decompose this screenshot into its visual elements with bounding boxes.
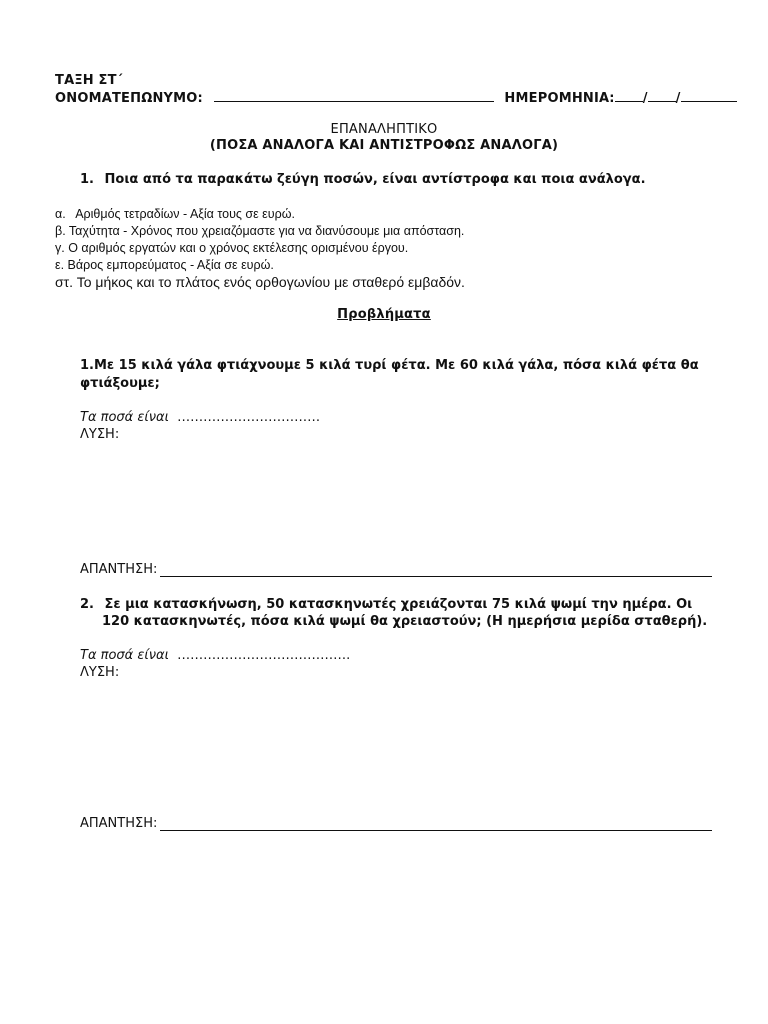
option-text: Αριθμός τετραδίων - Αξία τους σε ευρώ. <box>75 207 295 221</box>
option-text: Το μήκος και το πλάτος ενός ορθογωνίου με σταθερό εμβαδόν. <box>76 274 465 290</box>
problem-2-solution-label: ΛΥΣΗ: <box>80 665 120 680</box>
option-letter: στ. <box>55 274 74 290</box>
date-separator: / <box>675 91 681 106</box>
option-letter: α. <box>55 207 66 221</box>
option-text: Ταχύτητα - Χρόνος που χρειαζόμαστε για να διανύσουμε μια απόσταση. <box>68 224 465 238</box>
problem-2-quantities <box>80 648 350 663</box>
problem-2-text-line1 <box>80 597 692 612</box>
problem-2-number: 2. <box>80 597 94 612</box>
problem-1-text-line2: φτιάξουμε; <box>80 376 160 391</box>
option-c <box>55 241 408 255</box>
question-1 <box>80 172 646 187</box>
option-b <box>55 224 464 238</box>
class-label: ΤΑΞΗ ΣΤ΄ <box>55 73 123 88</box>
problem-1-answer-line[interactable] <box>160 576 712 577</box>
option-letter: β. <box>55 224 66 238</box>
option-e <box>55 258 274 272</box>
quantities-label: Τα ποσά είναι <box>80 410 170 425</box>
question-1-number: 1. <box>80 172 94 187</box>
date-year-blank[interactable] <box>681 89 737 102</box>
name-label: ΟΝΟΜΑΤΕΠΩΝΥΜΟ: <box>55 91 203 106</box>
worksheet-subtitle: (ΠΟΣΑ ΑΝΑΛΟΓΑ ΚΑΙ ΑΝΤΙΣΤΡΟΦΩΣ ΑΝΑΛΟΓΑ) <box>209 138 559 153</box>
date-separator: / <box>642 91 648 106</box>
quantities-dots[interactable]: …………………………………. <box>177 648 351 663</box>
problem-1-text-line1: 1.Με 15 κιλά γάλα φτιάχνουμε 5 κιλά τυρί φέτα. Με 60 κιλά γάλα, πόσα κιλά φέτα θα <box>80 358 699 373</box>
problem-2-text-line2: 120 κατασκηνωτές, πόσα κιλά ψωμί θα χρειαστούν; (Η ημερήσια μερίδα σταθερή). <box>102 614 708 629</box>
option-st <box>55 274 465 290</box>
option-letter: γ. <box>55 241 65 255</box>
name-date-row <box>55 89 737 106</box>
date-day-blank[interactable] <box>615 89 643 102</box>
option-letter: ε. <box>55 258 65 272</box>
name-blank-line[interactable] <box>214 89 494 102</box>
quantities-dots[interactable]: …………………………… <box>177 410 321 425</box>
option-a <box>55 207 295 221</box>
problem-1-solution-label: ΛΥΣΗ: <box>80 427 120 442</box>
quantities-label: Τα ποσά είναι <box>80 648 170 663</box>
date-month-blank[interactable] <box>648 89 676 102</box>
problem-1-answer-label: ΑΠΑΝΤΗΣΗ: <box>80 562 158 577</box>
problems-heading: Προβλήματα <box>337 307 431 322</box>
problem-2-answer-label: ΑΠΑΝΤΗΣΗ: <box>80 816 158 831</box>
problem-2-answer-line[interactable] <box>160 830 712 831</box>
worksheet-title: ΕΠΑΝΑΛΗΠΤΙΚΟ <box>330 122 438 137</box>
option-text: Βάρος εμπορεύματος - Αξία σε ευρώ. <box>67 258 274 272</box>
problem-2-text: Σε μια κατασκήνωση, 50 κατασκηνωτές χρειάζονται 75 κιλά ψωμί την ημέρα. Οι <box>104 597 693 612</box>
question-1-text: Ποια από τα παρακάτω ζεύγη ποσών, είναι αντίστροφα και ποια ανάλογα. <box>104 172 646 187</box>
date-label: ΗΜΕΡΟΜΗΝΙΑ: <box>504 91 615 106</box>
option-text: Ο αριθμός εργατών και ο χρόνος εκτέλεσης ορισμένου έργου. <box>68 241 409 255</box>
problem-1-quantities <box>80 410 320 425</box>
